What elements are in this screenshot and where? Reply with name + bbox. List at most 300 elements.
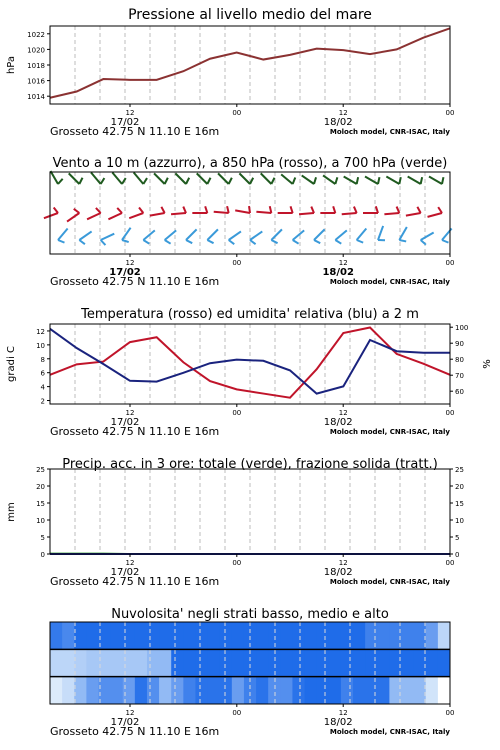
y-tick-label: 1022 (27, 30, 45, 39)
wind-barb-flag (122, 240, 129, 242)
wind-barb-shaft (256, 212, 271, 213)
wind-barb-shaft (429, 177, 442, 185)
credit-label: Moloch model, CNR-ISAC, Italy (329, 728, 450, 736)
x-tick-label: 00 (445, 409, 455, 417)
wind-barb-850-hPa (171, 207, 186, 215)
cloud-cell (147, 622, 160, 649)
wind-barb-flag (357, 240, 363, 243)
wind-barb-shaft (293, 230, 304, 240)
wind-barb-shaft (186, 229, 197, 240)
x-date-label: 18/02 (323, 567, 353, 578)
cloud-cell (183, 622, 196, 649)
cloud-cell (426, 622, 439, 649)
cloud-cell (268, 649, 281, 676)
wind-barb-10-m (101, 234, 115, 245)
x-date-label: 18/02 (323, 117, 353, 128)
cloud-cell (171, 622, 184, 649)
cloud-cell (268, 677, 281, 704)
wind-barb-shaft (91, 173, 101, 184)
y-right-tick-label: 20 (455, 483, 464, 491)
pressure-y-axis-label: hPa (6, 55, 17, 75)
wind-barb-850-hPa (299, 207, 314, 215)
wind-barb-flag (335, 240, 341, 244)
wind-barb-10-m (58, 229, 68, 243)
cloud-cell (402, 677, 415, 704)
wind-barb-shaft (314, 229, 325, 240)
cloud-cell (86, 649, 99, 676)
wind-barb-850-hPa (44, 207, 58, 218)
precipitation-y-axis-label: mm (6, 502, 17, 522)
wind-barb-flag (293, 178, 296, 184)
cloud-cell (74, 622, 87, 649)
cloud-cell (135, 622, 148, 649)
cloud-cell (426, 677, 439, 704)
x-date-label: 17/02 (110, 117, 140, 128)
wind-barb-shaft (229, 231, 241, 240)
wind-barb-flag (399, 177, 400, 184)
cloud-cell (329, 677, 342, 704)
wind-barb-10-m (207, 229, 218, 243)
cloud-cell (62, 677, 75, 704)
cloud-cell (438, 622, 451, 649)
x-tick-label: 12 (338, 259, 348, 267)
wind-barb-flag (58, 179, 63, 184)
temperature-chart-title: Temperatura (rosso) ed umidita' relativa (blu) a 2 m (81, 307, 419, 322)
wind-barb-10-m (293, 230, 304, 243)
x-tick-label: 00 (232, 409, 242, 417)
wind-barb-shaft (101, 234, 115, 240)
wind-barb-flag (58, 240, 64, 243)
cloud-chart-title: Nuvolosita' negli strati basso, medio e alto (111, 607, 389, 622)
wind-barb-shaft (378, 226, 383, 240)
cloud-cell (280, 677, 293, 704)
wind-barb-flag (417, 207, 420, 213)
x-tick-label: 12 (338, 709, 348, 717)
y-right-tick-label: 0 (455, 551, 460, 559)
wind-barb-flag (143, 240, 149, 244)
wind-barb-850-hPa (342, 207, 357, 215)
wind-barb-shaft (299, 213, 314, 214)
y-right-tick-label: 25 (455, 466, 464, 474)
y-tick-label: 12 (36, 327, 45, 336)
wind-barb-700-hPa (408, 177, 422, 185)
cloud-cell (220, 622, 233, 649)
cloud-cell (377, 649, 390, 676)
wind-barb-700-hPa (344, 177, 358, 185)
wind-barb-flag (311, 207, 314, 213)
cloud-cell (50, 649, 63, 676)
x-tick-label: 00 (445, 109, 455, 117)
x-tick-label: 12 (338, 559, 348, 567)
cloud-cell (280, 649, 293, 676)
cloud-cell (305, 677, 318, 704)
wind-barb-flag (378, 177, 379, 184)
wind-barb-10-m (165, 230, 176, 243)
cloud-cell (317, 677, 330, 704)
wind-barb-850-hPa (320, 206, 335, 213)
wind-barb-850-hPa (406, 207, 421, 216)
x-tick-label: 12 (125, 409, 135, 417)
credit-label: Moloch model, CNR-ISAC, Italy (329, 128, 450, 136)
cloud-cell (208, 649, 221, 676)
cloud-cell (353, 622, 366, 649)
cloud-cell (268, 622, 281, 649)
wind-barb-flag (161, 207, 164, 213)
cloud-cell (74, 677, 87, 704)
y-right-tick-label: 70 (455, 372, 464, 381)
wind-barb-flag (442, 177, 443, 184)
cloud-cell (208, 677, 221, 704)
wind-barb-flag (442, 240, 448, 243)
wind-barb-flag (249, 206, 250, 213)
wind-barb-shaft (134, 173, 144, 184)
wind-barb-flag (399, 240, 406, 241)
temperature-y-axis-label: gradi C (6, 346, 17, 382)
wind-barb-shaft (171, 213, 186, 214)
x-date-label: 17/02 (109, 267, 141, 278)
y-tick-label: 25 (36, 466, 45, 474)
wind-chart-title: Vento a 10 m (azzurro), a 850 hPa (rosso), a 700 hPa (verde) (52, 156, 448, 171)
cloud-cell (256, 622, 269, 649)
x-tick-label: 00 (445, 259, 455, 267)
location-label: Grosseto 42.75 N 11.10 E 16m (50, 575, 220, 588)
cloud-cell (414, 622, 427, 649)
y-tick-label: 2 (40, 397, 45, 406)
wind-barb-shaft (108, 213, 122, 219)
cloud-cell (329, 649, 342, 676)
wind-barb-flag (207, 240, 213, 243)
wind-barb-flag (271, 178, 274, 184)
wind-barb-shaft (143, 230, 154, 240)
cloud-cell (232, 622, 245, 649)
wind-barb-850-hPa (87, 208, 101, 219)
cloud-cell (111, 677, 124, 704)
cloud-cell (414, 677, 427, 704)
wind-barb-flag (101, 240, 106, 245)
cloud-cell (159, 622, 172, 649)
cloud-cell (280, 622, 293, 649)
cloud-cell (62, 649, 75, 676)
wind-barb-flag (271, 240, 277, 243)
cloud-cell (220, 677, 233, 704)
wind-barb-10-m (250, 231, 262, 244)
x-tick-label: 00 (232, 259, 242, 267)
y-right-tick-label: 10 (455, 517, 464, 525)
x-date-label: 18/02 (323, 717, 353, 728)
cloud-cell (426, 649, 439, 676)
wind-barb-10-m (186, 229, 197, 243)
wind-barb-shaft (302, 175, 314, 184)
wind-barb-700-hPa (302, 175, 316, 184)
cloud-cell (159, 649, 172, 676)
y-tick-label: 1020 (27, 46, 45, 55)
cloud-cell (183, 649, 196, 676)
wind-barb-850-hPa (363, 206, 378, 213)
cloud-cell (50, 677, 63, 704)
credit-label: Moloch model, CNR-ISAC, Italy (329, 428, 450, 436)
wind-barb-flag (186, 240, 192, 243)
wind-barb-flag (229, 240, 235, 244)
wind-barb-flag (79, 240, 85, 244)
wind-barb-700-hPa (261, 173, 275, 184)
cloud-cell (195, 622, 208, 649)
wind-barb-flag (314, 177, 316, 184)
x-tick-label: 00 (445, 559, 455, 567)
cloud-cell (377, 622, 390, 649)
x-tick-label: 12 (125, 709, 135, 717)
wind-barb-700-hPa (51, 171, 63, 184)
cloud-cell (195, 649, 208, 676)
cloud-cell (353, 649, 366, 676)
wind-barb-flag (101, 178, 105, 184)
wind-barb-850-hPa (235, 206, 250, 213)
cloud-cell (438, 649, 451, 676)
temperature-panel (6, 307, 493, 438)
wind-barb-shaft (112, 173, 122, 184)
wind-barb-shaft (365, 177, 378, 185)
cloud-cell (292, 649, 305, 676)
cloud-cell (74, 649, 87, 676)
cloud-cell (147, 649, 160, 676)
cloud-cell (402, 622, 415, 649)
wind-barb-shaft (261, 173, 272, 184)
y-tick-label: 8 (40, 355, 45, 364)
cloud-cell (232, 677, 245, 704)
wind-barb-700-hPa (429, 177, 443, 185)
cloud-panel (50, 607, 454, 738)
wind-barb-shaft (67, 213, 79, 222)
wind-barb-flag (143, 178, 147, 184)
cloud-cell (438, 677, 451, 704)
y-tick-label: 1014 (27, 93, 45, 102)
cloud-cell (232, 649, 245, 676)
wind-barb-10-m (143, 230, 154, 243)
wind-barb-10-m (421, 233, 434, 245)
cloud-cell (341, 622, 354, 649)
x-tick-label: 00 (232, 109, 242, 117)
cloud-cell (292, 677, 305, 704)
x-tick-label: 00 (232, 709, 242, 717)
wind-barb-700-hPa (134, 173, 147, 184)
wind-barb-850-hPa (256, 206, 271, 213)
y-tick-label: 1016 (27, 77, 45, 86)
cloud-cell (402, 649, 415, 676)
cloud-cell (50, 622, 63, 649)
cloud-cell (147, 677, 160, 704)
wind-barb-shaft (408, 177, 421, 185)
y-tick-label: 6 (40, 369, 45, 378)
wind-barb-flag (165, 178, 168, 184)
cloud-cell (305, 649, 318, 676)
wind-barb-700-hPa (112, 173, 125, 184)
wind-barb-700-hPa (154, 173, 168, 184)
wind-barb-shaft (250, 231, 262, 240)
cloud-cell (317, 649, 330, 676)
x-date-label: 17/02 (110, 717, 140, 728)
credit-label: Moloch model, CNR-ISAC, Italy (329, 578, 450, 586)
cloud-cell (159, 677, 172, 704)
wind-barb-10-m (229, 231, 241, 244)
humidity-y-axis-label: % (482, 359, 493, 369)
x-date-label: 18/02 (323, 417, 353, 428)
wind-barb-700-hPa (386, 177, 400, 185)
x-tick-label: 12 (125, 559, 135, 567)
wind-barb-shaft (51, 171, 59, 184)
pressure-chart-title: Pressione al livello medio del mare (128, 7, 372, 23)
wind-barb-700-hPa (197, 173, 211, 184)
precipitation-panel (6, 457, 464, 588)
wind-barb-10-m (357, 229, 367, 243)
wind-barb-10-m (271, 229, 282, 243)
wind-barb-shaft (235, 210, 250, 213)
wind-barb-850-hPa (428, 207, 442, 217)
wind-barb-flag (186, 178, 189, 184)
wind-barb-flag (314, 240, 320, 243)
location-label: Grosseto 42.75 N 11.10 E 16m (50, 725, 220, 738)
cloud-cell (341, 677, 354, 704)
wind-barb-shaft (175, 173, 186, 184)
wind-barb-850-hPa (214, 206, 229, 213)
wind-barb-flag (229, 178, 232, 184)
y-right-tick-label: 60 (455, 388, 464, 397)
wind-barb-shaft (428, 213, 442, 217)
wind-barb-shaft (214, 212, 229, 213)
cloud-cell (353, 677, 366, 704)
location-label: Grosseto 42.75 N 11.10 E 16m (50, 425, 220, 438)
wind-barb-850-hPa (384, 207, 399, 215)
wind-barb-shaft (357, 229, 367, 240)
y-right-tick-label: 90 (455, 340, 464, 349)
cloud-cell (365, 649, 378, 676)
wind-barb-shaft (44, 213, 58, 218)
wind-barb-10-m (314, 229, 325, 243)
wind-barb-flag (357, 177, 358, 184)
wind-barb-flag (293, 240, 299, 244)
cloud-cell (329, 622, 342, 649)
wind-barb-shaft (384, 213, 399, 214)
x-tick-label: 12 (125, 259, 135, 267)
wind-barb-shaft (58, 229, 68, 240)
wind-barb-850-hPa (67, 209, 79, 222)
wind-barb-700-hPa (175, 173, 189, 184)
cloud-cell (341, 649, 354, 676)
cloud-cell (365, 622, 378, 649)
pressure-panel (6, 7, 454, 138)
wind-barb-shaft (79, 231, 91, 240)
wind-barb-700-hPa (69, 173, 83, 184)
y-right-tick-label: 15 (455, 500, 464, 508)
location-label: Grosseto 42.75 N 11.10 E 16m (50, 125, 220, 138)
cloud-cell (365, 677, 378, 704)
wind-barb-10-m (335, 230, 346, 243)
x-date-label: 17/02 (110, 417, 140, 428)
wind-barb-10-m (79, 231, 91, 244)
wind-barb-850-hPa (278, 206, 293, 213)
wind-barb-flag (354, 207, 357, 213)
wind-barb-shaft (165, 230, 176, 240)
y-right-tick-label: 100 (455, 324, 469, 333)
wind-barb-700-hPa (91, 173, 104, 184)
x-tick-label: 12 (338, 109, 348, 117)
wind-barb-700-hPa (365, 177, 379, 185)
cloud-cell (292, 622, 305, 649)
x-tick-label: 00 (232, 559, 242, 567)
wind-barb-flag (79, 178, 82, 184)
wind-barb-700-hPa (281, 174, 295, 184)
wind-barb-flag (421, 177, 422, 184)
wind-barb-flag (335, 177, 337, 184)
wind-barb-shaft (271, 229, 282, 240)
y-tick-label: 1018 (27, 62, 45, 70)
y-right-tick-label: 80 (455, 356, 464, 365)
wind-barb-shaft (122, 228, 131, 240)
credit-label: Moloch model, CNR-ISAC, Italy (329, 278, 450, 286)
y-tick-label: 0 (40, 551, 45, 559)
wind-barb-flag (438, 207, 442, 213)
cloud-cell (377, 677, 390, 704)
wind-barb-shaft (87, 213, 101, 219)
cloud-cell (62, 622, 75, 649)
cloud-cell (208, 622, 221, 649)
cloud-cell (111, 622, 124, 649)
wind-barb-shaft (197, 173, 208, 184)
cloud-cell (183, 677, 196, 704)
y-tick-label: 20 (36, 483, 45, 491)
wind-barb-flag (117, 208, 122, 213)
wind-barb-shaft (421, 233, 434, 241)
cloud-cell (86, 622, 99, 649)
wind-barb-flag (250, 240, 256, 244)
cloud-cell (305, 622, 318, 649)
cloud-cell (86, 677, 99, 704)
y-tick-label: 4 (40, 383, 45, 392)
wind-barb-shaft (218, 173, 229, 184)
y-tick-label: 10 (36, 517, 45, 525)
wind-barb-flag (207, 178, 210, 184)
wind-barb-shaft (335, 230, 346, 240)
wind-barb-flag (183, 207, 186, 213)
wind-barb-flag (165, 240, 171, 244)
cloud-cell (111, 649, 124, 676)
wind-barb-850-hPa (129, 207, 143, 218)
wind-barb-shaft (239, 173, 250, 184)
wind-barb-shaft (406, 213, 421, 216)
wind-barb-shaft (69, 173, 80, 184)
cloud-cell (171, 677, 184, 704)
x-tick-label: 12 (338, 409, 348, 417)
location-label: Grosseto 42.75 N 11.10 E 16m (50, 275, 220, 288)
x-date-label: 18/02 (322, 267, 354, 278)
cloud-cell (414, 649, 427, 676)
cloud-cell (135, 649, 148, 676)
wind-barb-shaft (207, 229, 218, 240)
precipitation-chart-title: Precip. acc. in 3 ore: totale (verde), frazione solida (tratt.) (62, 457, 438, 472)
cloud-cell (171, 649, 184, 676)
wind-barb-700-hPa (239, 173, 253, 184)
x-date-label: 17/02 (110, 567, 140, 578)
cloud-cell (195, 677, 208, 704)
wind-barb-shaft (150, 213, 165, 216)
cloud-cell (256, 677, 269, 704)
x-tick-label: 00 (445, 709, 455, 717)
cloud-cell (135, 677, 148, 704)
wind-barb-shaft (386, 177, 399, 185)
wind-barb-850-hPa (108, 208, 122, 219)
wind-barb-shaft (281, 174, 292, 184)
cloud-cell (317, 622, 330, 649)
x-tick-label: 12 (125, 109, 135, 117)
wind-barb-shaft (154, 173, 165, 184)
